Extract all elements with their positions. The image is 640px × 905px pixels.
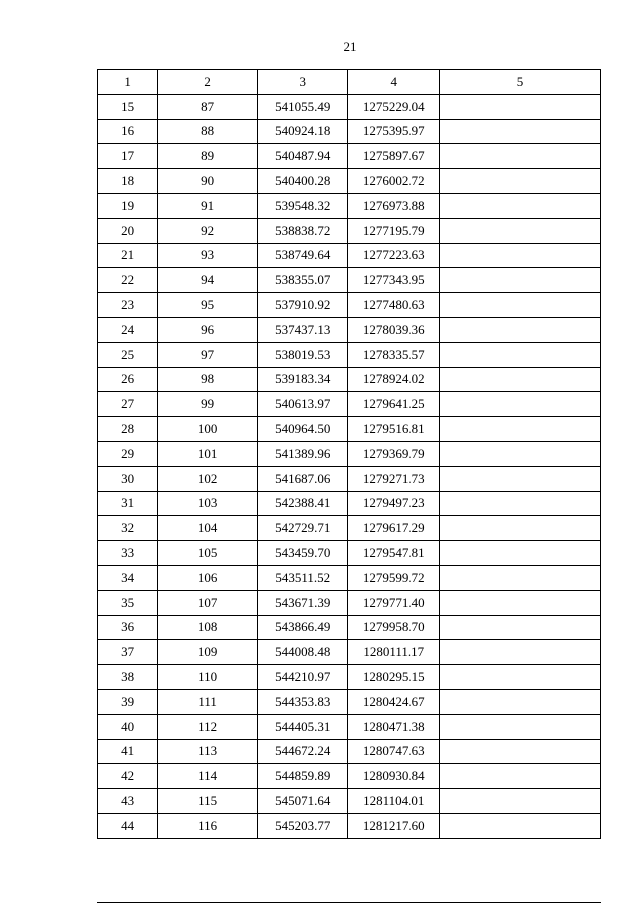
table-cell: 108 (158, 615, 258, 640)
table-cell: 537910.92 (257, 293, 348, 318)
table-row (98, 169, 601, 194)
table-cell: 102 (158, 466, 258, 491)
table-cell: 542388.41 (257, 491, 348, 516)
table-cell (440, 764, 601, 789)
table-cell: 113 (158, 739, 258, 764)
table-cell: 1276973.88 (348, 193, 440, 218)
table-cell (440, 417, 601, 442)
table-cell: 91 (158, 193, 258, 218)
table-cell (440, 441, 601, 466)
table-cell: 21 (98, 243, 158, 268)
table-cell (440, 293, 601, 318)
table-cell: 116 (158, 813, 258, 838)
table-body (98, 94, 601, 838)
table-row (98, 218, 601, 243)
table-cell: 31 (98, 491, 158, 516)
table-row (98, 317, 601, 342)
table-cell: 543459.70 (257, 541, 348, 566)
table-cell (440, 491, 601, 516)
table-cell (440, 268, 601, 293)
table-cell (440, 169, 601, 194)
table-cell: 41 (98, 739, 158, 764)
table-cell: 34 (98, 565, 158, 590)
table-cell: 1279617.29 (348, 516, 440, 541)
table-cell: 115 (158, 789, 258, 814)
table-cell: 1279958.70 (348, 615, 440, 640)
table-row (98, 789, 601, 814)
table-cell: 1278039.36 (348, 317, 440, 342)
table-cell: 544859.89 (257, 764, 348, 789)
table-row (98, 193, 601, 218)
table-row (98, 491, 601, 516)
table-cell: 26 (98, 367, 158, 392)
table-cell: 1276002.72 (348, 169, 440, 194)
table-row (98, 565, 601, 590)
table-cell: 112 (158, 714, 258, 739)
table-row (98, 268, 601, 293)
table-cell: 110 (158, 665, 258, 690)
table-row (98, 293, 601, 318)
table-cell: 544353.83 (257, 689, 348, 714)
table-cell: 538749.64 (257, 243, 348, 268)
table-cell: 543511.52 (257, 565, 348, 590)
table-cell: 99 (158, 392, 258, 417)
table-cell: 1278335.57 (348, 342, 440, 367)
table-cell: 1279369.79 (348, 441, 440, 466)
table-cell: 15 (98, 94, 158, 119)
table-cell: 89 (158, 144, 258, 169)
table-cell: 1277223.63 (348, 243, 440, 268)
table-cell: 1277480.63 (348, 293, 440, 318)
table-cell: 93 (158, 243, 258, 268)
table-row (98, 466, 601, 491)
table-cell: 1275395.97 (348, 119, 440, 144)
table-row (98, 689, 601, 714)
table-cell: 103 (158, 491, 258, 516)
table-cell: 541687.06 (257, 466, 348, 491)
table-cell: 98 (158, 367, 258, 392)
table-cell: 1280471.38 (348, 714, 440, 739)
table-cell: 540487.94 (257, 144, 348, 169)
table-cell: 538355.07 (257, 268, 348, 293)
table-row (98, 640, 601, 665)
table-cell (440, 367, 601, 392)
table-row (98, 541, 601, 566)
table-cell: 109 (158, 640, 258, 665)
table-cell: 539548.32 (257, 193, 348, 218)
table-cell: 36 (98, 615, 158, 640)
table-cell (440, 317, 601, 342)
table-cell: 92 (158, 218, 258, 243)
table-cell: 25 (98, 342, 158, 367)
table-row (98, 367, 601, 392)
table-cell (440, 466, 601, 491)
table-cell: 543866.49 (257, 615, 348, 640)
table-cell: 541055.49 (257, 94, 348, 119)
table-row (98, 615, 601, 640)
table-cell: 95 (158, 293, 258, 318)
table-cell: 40 (98, 714, 158, 739)
table-cell: 540400.28 (257, 169, 348, 194)
table-cell: 39 (98, 689, 158, 714)
table-cell (440, 689, 601, 714)
table-cell: 543671.39 (257, 590, 348, 615)
column-header: 4 (348, 70, 440, 95)
table-cell (440, 714, 601, 739)
table-cell: 105 (158, 541, 258, 566)
table-cell: 544008.48 (257, 640, 348, 665)
table-cell (440, 590, 601, 615)
table-cell: 33 (98, 541, 158, 566)
table-cell: 104 (158, 516, 258, 541)
table-cell (440, 516, 601, 541)
table-cell: 1279547.81 (348, 541, 440, 566)
table-cell (440, 789, 601, 814)
table-cell: 1280747.63 (348, 739, 440, 764)
table-row (98, 441, 601, 466)
footer-rule (97, 902, 601, 903)
table-cell: 88 (158, 119, 258, 144)
table-cell: 1280930.84 (348, 764, 440, 789)
table-cell: 538019.53 (257, 342, 348, 367)
table-cell: 538838.72 (257, 218, 348, 243)
table-cell: 94 (158, 268, 258, 293)
table-cell: 107 (158, 590, 258, 615)
table-cell: 544672.24 (257, 739, 348, 764)
table-cell: 19 (98, 193, 158, 218)
table-cell: 1279271.73 (348, 466, 440, 491)
table-row (98, 813, 601, 838)
table-cell: 540964.50 (257, 417, 348, 442)
table-row (98, 739, 601, 764)
table-cell (440, 392, 601, 417)
table-cell (440, 193, 601, 218)
table-cell: 1280111.17 (348, 640, 440, 665)
table-cell: 87 (158, 94, 258, 119)
table-cell: 18 (98, 169, 158, 194)
table-cell (440, 565, 601, 590)
table-cell (440, 119, 601, 144)
table-cell: 37 (98, 640, 158, 665)
table-cell: 1279771.40 (348, 590, 440, 615)
table-cell: 30 (98, 466, 158, 491)
table-cell: 1280424.67 (348, 689, 440, 714)
table-cell: 545203.77 (257, 813, 348, 838)
table-cell: 1277343.95 (348, 268, 440, 293)
table-cell: 1281217.60 (348, 813, 440, 838)
table-cell (440, 813, 601, 838)
table-cell: 111 (158, 689, 258, 714)
table-cell: 27 (98, 392, 158, 417)
table-cell: 544210.97 (257, 665, 348, 690)
table-cell: 100 (158, 417, 258, 442)
table-cell: 1279641.25 (348, 392, 440, 417)
table-cell (440, 218, 601, 243)
page-number: 21 (343, 39, 357, 54)
table-cell: 1279516.81 (348, 417, 440, 442)
table-cell: 42 (98, 764, 158, 789)
table-cell: 539183.34 (257, 367, 348, 392)
table-cell: 114 (158, 764, 258, 789)
table-cell: 1281104.01 (348, 789, 440, 814)
table-cell: 106 (158, 565, 258, 590)
table-cell (440, 739, 601, 764)
table-cell: 20 (98, 218, 158, 243)
table-cell: 38 (98, 665, 158, 690)
table-cell: 1278924.02 (348, 367, 440, 392)
table-cell: 544405.31 (257, 714, 348, 739)
table-cell: 97 (158, 342, 258, 367)
table-cell (440, 615, 601, 640)
table-cell: 1279497.23 (348, 491, 440, 516)
column-header: 3 (257, 70, 348, 95)
table-cell: 44 (98, 813, 158, 838)
table-cell (440, 665, 601, 690)
coordinates-table (97, 69, 601, 839)
table-row (98, 516, 601, 541)
column-header: 1 (98, 70, 158, 95)
table-cell: 17 (98, 144, 158, 169)
table-cell: 28 (98, 417, 158, 442)
table-cell: 1280295.15 (348, 665, 440, 690)
table-cell (440, 640, 601, 665)
table-cell: 540613.97 (257, 392, 348, 417)
table-cell: 29 (98, 441, 158, 466)
table-cell: 35 (98, 590, 158, 615)
table-cell: 101 (158, 441, 258, 466)
table-cell: 537437.13 (257, 317, 348, 342)
table-row (98, 119, 601, 144)
table-cell: 96 (158, 317, 258, 342)
table-cell: 1275897.67 (348, 144, 440, 169)
table-cell: 1279599.72 (348, 565, 440, 590)
table-cell: 541389.96 (257, 441, 348, 466)
table-cell (440, 144, 601, 169)
table-cell (440, 342, 601, 367)
table-row (98, 94, 601, 119)
table-cell: 23 (98, 293, 158, 318)
table-cell: 22 (98, 268, 158, 293)
table-cell: 545071.64 (257, 789, 348, 814)
column-header: 2 (158, 70, 258, 95)
table-row (98, 392, 601, 417)
table-cell: 16 (98, 119, 158, 144)
table-row (98, 665, 601, 690)
table-row (98, 243, 601, 268)
table-header-row (98, 70, 601, 95)
table-cell (440, 243, 601, 268)
table-cell: 43 (98, 789, 158, 814)
table-cell: 540924.18 (257, 119, 348, 144)
table-row (98, 764, 601, 789)
table-row (98, 590, 601, 615)
table-cell: 24 (98, 317, 158, 342)
table-cell: 1277195.79 (348, 218, 440, 243)
table-cell: 90 (158, 169, 258, 194)
table-row (98, 144, 601, 169)
table-row (98, 342, 601, 367)
table-cell (440, 94, 601, 119)
table-cell (440, 541, 601, 566)
table-row (98, 417, 601, 442)
table-cell: 1275229.04 (348, 94, 440, 119)
table-cell: 542729.71 (257, 516, 348, 541)
table-cell: 32 (98, 516, 158, 541)
column-header: 5 (440, 70, 601, 95)
table-row (98, 714, 601, 739)
